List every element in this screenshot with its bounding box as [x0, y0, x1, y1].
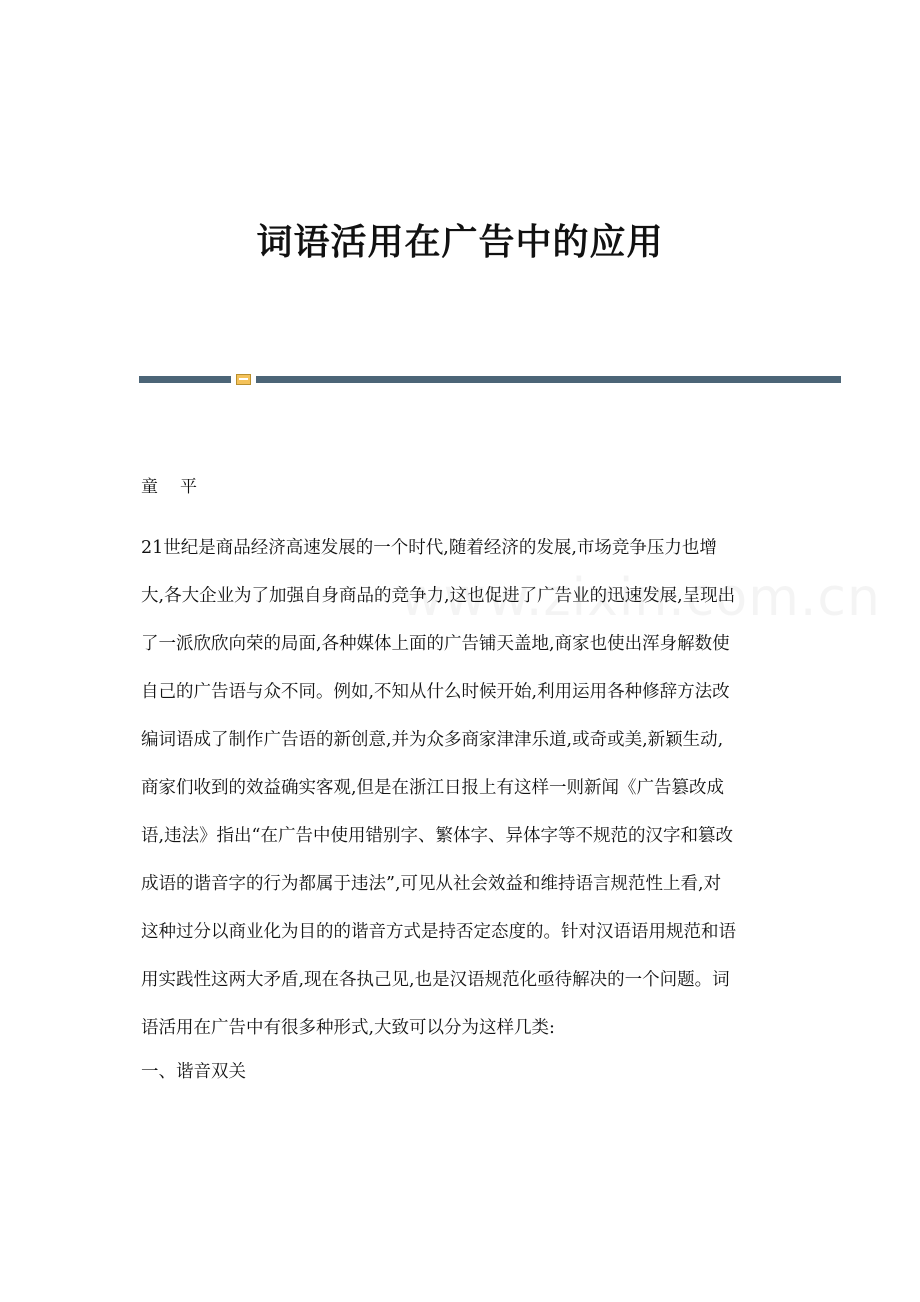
body-line: 语活用在广告中有很多种形式,大致可以分为这样几类:	[141, 1018, 555, 1038]
body-line: 商家们收到的效益确实客观,但是在浙江日报上有这样一则新闻《广告篡改成	[141, 778, 725, 798]
body-line: 这种过分以商业化为目的的谐音方式是持否定态度的。针对汉语语用规范和语	[141, 922, 736, 942]
body-line: 21世纪是商品经济高速发展的一个时代,随着经济的发展,市场竞争压力也增	[141, 538, 717, 558]
section-heading: 一、谐音双关	[141, 1062, 246, 1082]
body-line: 成语的谐音字的行为都属于违法”,可见从社会效益和维持语言规范性上看,对	[141, 874, 722, 894]
title-divider	[139, 374, 841, 384]
author-name: 童平	[141, 477, 219, 497]
divider-emblem-icon	[236, 374, 251, 385]
body-line: 大,各大企业为了加强自身商品的竞争力,这也促进了广告业的迅速发展,呈现出	[141, 586, 736, 606]
body-line: 语,违法》指出“在广告中使用错别字、繁体字、异体字等不规范的汉字和篡改	[141, 826, 734, 846]
document-title: 词语活用在广告中的应用	[256, 221, 664, 263]
body-line: 编词语成了制作广告语的新创意,并为众多商家津津乐道,或奇或美,新颖生动,	[141, 730, 724, 750]
body-paragraph	[141, 524, 783, 1052]
body-line: 自己的广告语与众不同。例如,不知从什么时候开始,利用运用各种修辞方法改	[141, 682, 730, 702]
body-line: 用实践性这两大矛盾,现在各执己见,也是汉语规范化亟待解决的一个问题。词	[141, 970, 730, 990]
divider-bar-right	[256, 376, 841, 383]
divider-bar-left	[139, 376, 231, 383]
body-line: 了一派欣欣向荣的局面,各种媒体上面的广告铺天盖地,商家也使出浑身解数使	[141, 634, 730, 654]
